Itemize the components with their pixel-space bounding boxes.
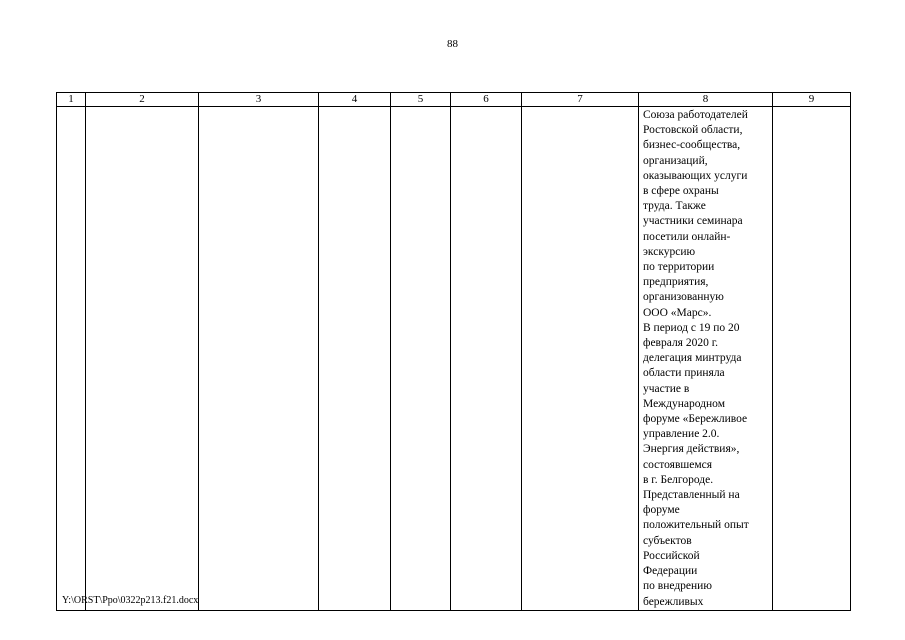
- table-cell-7: [522, 107, 639, 611]
- cell-line: состоявшемся: [643, 458, 712, 471]
- cell-line: Российской: [643, 549, 700, 562]
- cell-line: в г. Белгороде.: [643, 473, 714, 486]
- cell-line: экскурсию: [643, 245, 696, 258]
- column-header-9: 9: [773, 93, 851, 107]
- cell-line: организаций,: [643, 154, 708, 167]
- table-cell-1: [57, 107, 86, 611]
- cell-line: Представленный на: [643, 489, 740, 502]
- table-cell-3: [199, 107, 319, 611]
- cell-line: Союза работодателей: [643, 109, 748, 121]
- cell-line: по территории: [643, 261, 715, 274]
- cell-line: участники семинара: [643, 215, 743, 228]
- cell-line: Энергия действия»,: [643, 443, 740, 456]
- cell-line: форуме: [643, 504, 680, 517]
- column-header-5: 5: [391, 93, 451, 107]
- cell-line: по внедрению: [643, 580, 712, 593]
- cell-line: делегация минтруда: [643, 352, 742, 365]
- cell-line: предприятия,: [643, 276, 709, 289]
- cell-line: ООО «Марс».: [643, 306, 712, 319]
- column-header-3: 3: [199, 93, 319, 107]
- footer-file-path: Y:\ORST\Ppo\0322p213.f21.docx: [62, 595, 199, 606]
- table-row: [57, 107, 851, 611]
- column-header-4: 4: [319, 93, 391, 107]
- table-cell-9: [773, 107, 851, 611]
- table-cell-2: [86, 107, 199, 611]
- table-cell-4: [319, 107, 391, 611]
- page-number: 88: [447, 38, 458, 50]
- cell-line: субъектов: [643, 534, 692, 547]
- cell-line: бизнес-сообщества,: [643, 139, 741, 152]
- table-cell-6: [451, 107, 522, 611]
- cell-line: оказывающих услуги: [643, 169, 748, 182]
- cell-line: Ростовской области,: [643, 124, 743, 137]
- cell-line: в сфере охраны: [643, 185, 719, 198]
- column-header-7: 7: [522, 93, 639, 107]
- cell-line: области приняла: [643, 367, 725, 380]
- cell-line: Международном: [643, 397, 725, 410]
- cell-line: труда. Также: [643, 200, 706, 213]
- cell-line: бережливых: [643, 595, 704, 608]
- cell-line: участие в: [643, 382, 690, 395]
- cell-line: В период с 19 по 20: [643, 321, 740, 334]
- column-header-2: 2: [86, 93, 199, 107]
- column-header-8: 8: [639, 93, 773, 107]
- cell-line: посетили онлайн-: [643, 230, 731, 243]
- cell-line: управление 2.0.: [643, 428, 720, 441]
- document-table: [56, 92, 851, 611]
- cell-line: Федерации: [643, 565, 698, 578]
- column-header-1: 1: [57, 93, 86, 107]
- cell-line: форуме «Бережливое: [643, 413, 748, 426]
- table-header-row: [57, 93, 851, 107]
- cell-line: положительный опыт: [643, 519, 749, 532]
- column-header-6: 6: [451, 93, 522, 107]
- table-cell-5: [391, 107, 451, 611]
- cell-line: февраля 2020 г.: [643, 337, 719, 350]
- cell-line: организованную: [643, 291, 724, 304]
- table-cell-8: [639, 107, 773, 611]
